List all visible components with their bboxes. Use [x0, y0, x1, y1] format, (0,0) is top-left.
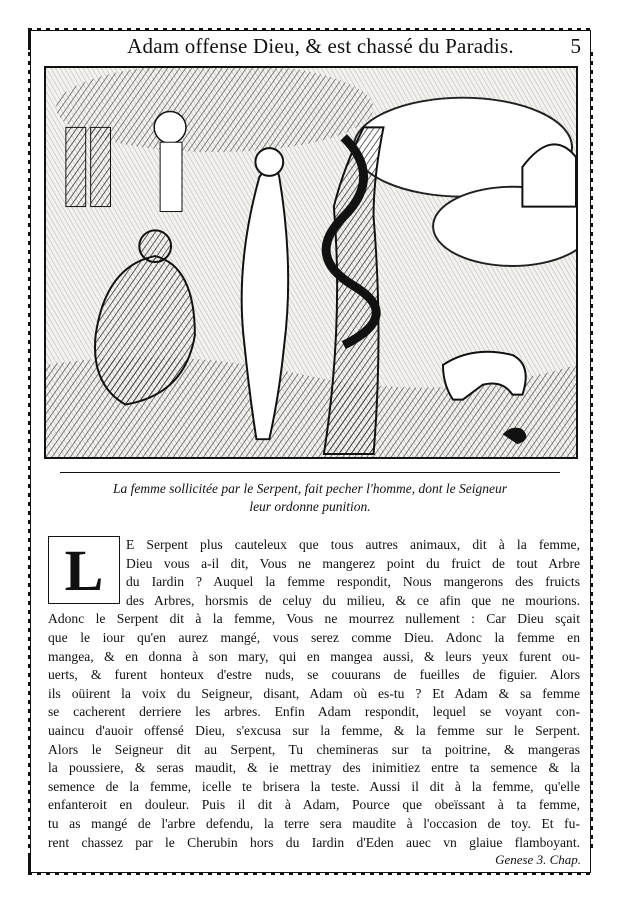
- body-text: [48, 536, 580, 852]
- woodcut-image-icon: [46, 68, 576, 457]
- text-line: uaincu d'auoir offensé Dieu, s'excusa sur la femme, & la femme sur le Serpent.: [48, 722, 580, 738]
- caption-line: La femme sollicitée par le Serpent, fait pecher l'homme, dont le Seigneur: [113, 481, 507, 496]
- text-line: Alors le Seigneur dit au Serpent, Tu chemineras sur ta poitrine, & mangeras: [48, 741, 580, 757]
- page-number: 5: [570, 34, 581, 58]
- page-title: Adam offense Dieu, & est chassé du Paradis.: [127, 34, 514, 58]
- drop-cap-letter: L: [64, 538, 104, 603]
- text-line: Dieu vous a-il dit, Vous ne mangerez point du fruict de tout Arbre: [126, 555, 580, 571]
- text-line: se cacherent derriere les arbres. Enfin Adam respondit, lequel se voyant con-: [48, 704, 580, 720]
- text-line: ils oüirent la voix du Seigneur, disant, Adam où es-tu ? Et Adam & sa femme: [48, 685, 580, 701]
- woodcut-illustration: [44, 66, 578, 459]
- text-line: tu as mangé de l'arbre defendu, la terre sera maudite à l'occasion de toy. Et fu-: [48, 815, 580, 831]
- page-header: [40, 34, 581, 64]
- caption-divider: [60, 472, 560, 473]
- text-line: Adonc le Serpent dit à la femme, Vous ne mourrez nullement : Car Dieu sçait: [48, 611, 580, 627]
- text-line: E Serpent plus cauteleux que tous autres animaux, dit à la femme,: [126, 537, 580, 552]
- text-line: la poussiere, & seras maudit, & ie mettray des inimitiez entre ta semence & la: [48, 760, 580, 776]
- text-line: mangea, & en donna à son mary, qui en mangea aussi, & leurs yeux furent ou-: [48, 648, 580, 664]
- drop-cap: [48, 536, 120, 604]
- text-line: rent chassez par le Cherubin hors du Iardin d'Eden auec vn glaiue flamboyant.: [48, 834, 580, 850]
- caption-line: leur ordonne punition.: [249, 499, 371, 514]
- text-line: semence de la femme, icelle te brisera la teste. Aussi il dit à la femme, qu'elle: [48, 778, 580, 794]
- illustration-caption: [60, 480, 560, 516]
- text-line: des Arbres, horsmis de celuy du milieu, & ce afin que ne mourions.: [126, 592, 580, 608]
- scripture-reference: Genese 3. Chap.: [495, 852, 581, 867]
- text-line: du Iardin ? Auquel la femme respondit, Nous mangerons des fruicts: [126, 574, 580, 590]
- text-line: uerts, & furent honteux d'estre nuds, se couurans de fueilles de figuier. Alors: [48, 667, 580, 683]
- text-line: enfanteroit en douleur. Puis il dit à Adam, Pource que obeïssant à ta femme,: [48, 797, 580, 813]
- text-line: que le iour qu'en aurez mangé, vous serez comme Dieu. Adonc la femme en: [48, 629, 580, 645]
